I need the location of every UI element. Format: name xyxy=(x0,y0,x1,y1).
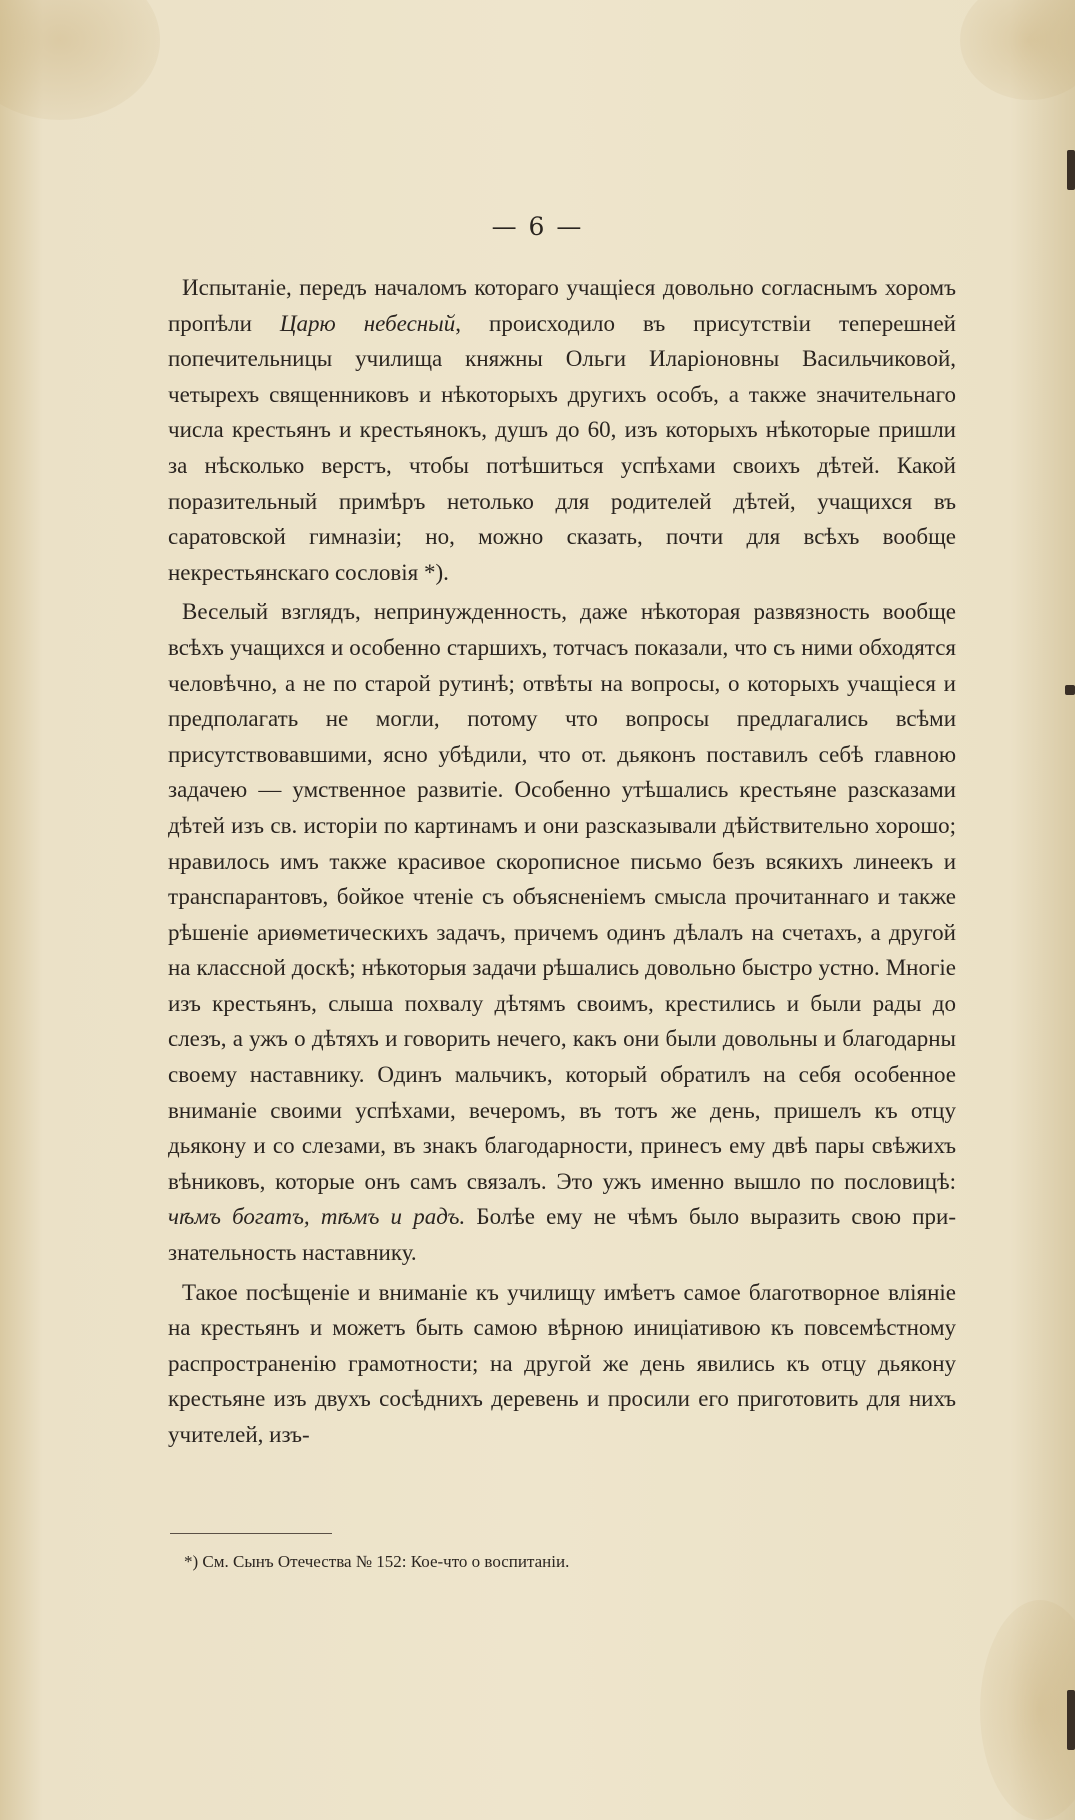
text-run: Такое посѣщеніе и вниманіе къ училищу имѣетъ самое благотворное вліяніе на крестьянъ и можетъ быть самою вѣрною иниціативою къ повсемѣстному распространенію грамотности; на другой же день явились къ отцу дьякону крестьяне изъ двухъ сосѣднихъ деревень и просили его приготовить для нихъ учителей, изъ- xyxy=(168,1279,956,1447)
page-edge-mark xyxy=(1065,685,1075,695)
italic-text-run: чѣмъ богатъ, тѣмъ и радъ. xyxy=(168,1204,466,1230)
text-run: Веселый взглядъ, непринужденность, даже нѣкоторая развязность вообще всѣхъ учащихся и особенно старшихъ, тотчасъ показали, что съ ними обходятся человѣчно, а не по старой рутинѣ; отвѣты на вопросы, о которыхъ учащіеся и предполагать не могли, потому что вопросы предлагались всѣми присутствовавшими, ясно убѣдили, что от. дьяконъ поставилъ себѣ главною задачею — умственное развитіе. Особенно утѣшались крестьяне разсказами дѣтей изъ св. исторіи по картинамъ и они разсказывали дѣйствительно хорошо; нравилось имъ также красивое скорописное письмо безъ всякихъ линеекъ и транспарантовъ, бойкое чтеніе съ объясненіемъ смысла прочитаннаго и также рѣшеніе ариѳметическихъ задачъ, причемъ одинъ дѣлалъ на счетахъ, а другой на классной доскѣ; нѣкоторыя задачи рѣшались довольно быстро устно. Многіе изъ крестьянъ, слыша похвалу дѣтямъ своимъ, крестились и были рады до слезъ, а ужъ о дѣтяхъ и говорить нечего, какъ они были довольны и благодарны своему наставнику. Одинъ мальчикъ, который обратилъ на себя особенное вниманіе своими успѣхами, вечеромъ, въ тотъ же день, пришелъ къ отцу дьякону и со слезами, въ знакъ благодарности, принесъ ему двѣ пары свѣжихъ вѣниковъ, которые онъ самъ связалъ. Это ужъ именно вышло по пословицѣ: xyxy=(168,599,956,1194)
text-run: Испытаніе, передъ началомъ котораго учащіеся довольно согласнымъ хоромъ пропѣли xyxy=(168,275,956,336)
footnote-divider xyxy=(170,1533,332,1534)
paragraph xyxy=(168,594,956,1270)
page-number: — 6 — xyxy=(491,212,584,241)
paper-stain xyxy=(980,1600,1075,1820)
paper-stain xyxy=(960,0,1075,100)
text-run: , происходило въ присутствіи теперешней попечительницы училища княжны Ольги Иларіоновны Васильчиковой, четырехъ священниковъ и нѣкоторыхъ другихъ особъ, а также значительнаго числа крестьянъ и крестьянокъ, душъ до 60, изъ которыхъ нѣкоторые пришли за нѣсколько верстъ, чтобы потѣшиться успѣхами своихъ дѣтей. Какой поразительный примѣръ нетолько для родителей дѣтей, учащихся въ саратовской гимназіи; но, можно сказать, почти для всѣхъ вообще некрестьянскаго сословія *). xyxy=(168,310,956,585)
paragraph xyxy=(168,1275,956,1453)
page-edge-mark xyxy=(1067,150,1075,190)
text-run: Болѣе ему не чѣмъ было выразить свою признательность наставнику. xyxy=(168,1204,956,1266)
footnote: *) См. Сынъ Отечества № 152: Кое-что о воспитаніи. xyxy=(184,1552,570,1571)
page-edge-mark xyxy=(1067,1690,1075,1750)
italic-text-run: Царю небесный xyxy=(279,310,456,336)
paragraph xyxy=(168,270,956,590)
paper-stain xyxy=(0,0,160,120)
body-text xyxy=(168,270,956,1457)
